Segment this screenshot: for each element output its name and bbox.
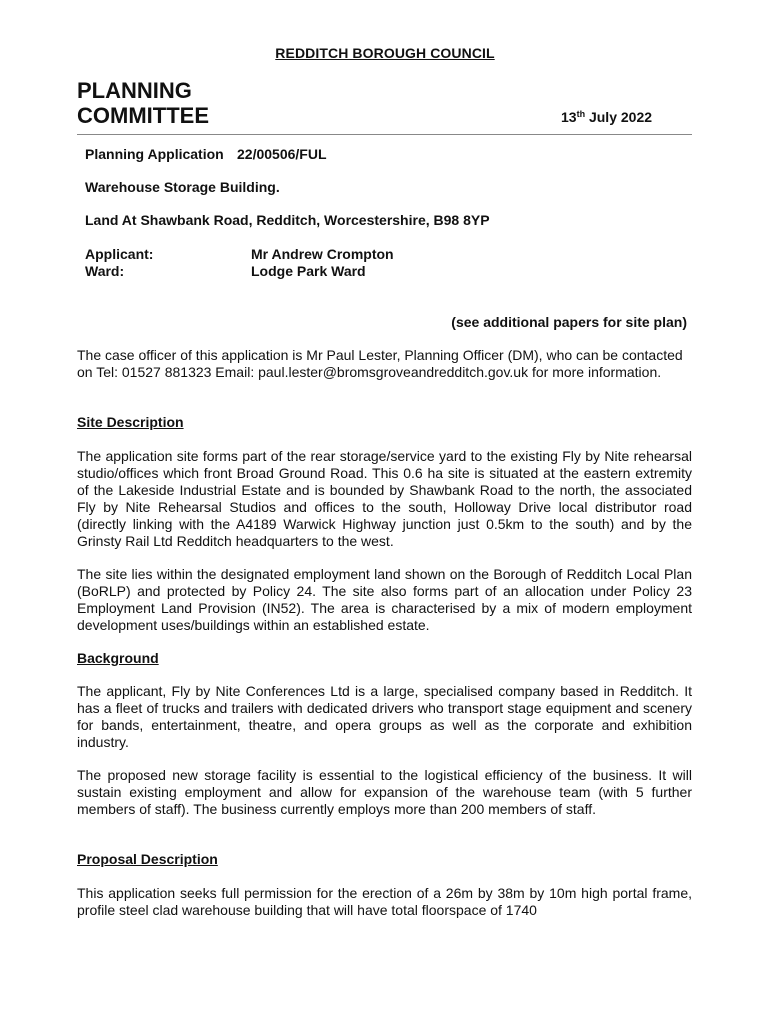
meeting-date xyxy=(561,109,652,125)
ward-value: Lodge Park Ward xyxy=(251,263,366,279)
site-plan-note: (see additional papers for site plan) xyxy=(451,314,687,330)
applicant-value: Mr Andrew Crompton xyxy=(251,246,394,262)
committee-title-line1: PLANNING xyxy=(77,78,192,103)
council-name: REDDITCH BOROUGH COUNCIL xyxy=(275,45,495,61)
applicant-row xyxy=(85,246,394,262)
application-location: Land At Shawbank Road, Redditch, Worcestershire, B98 8YP xyxy=(85,212,490,228)
committee-title-line2: COMMITTEE xyxy=(77,103,209,128)
site-description-paragraph-1: The application site forms part of the rear storage/service yard to the existing Fly by Nite rehearsal studio/offices which front Broad Ground Road. This 0.6 ha site is situated at the eastern extremity of the Lakeside Industrial Estate and is bounded by Shawbank Road to the north, the associated Fly by Nite Rehearsal Studios and offices to the south, Holloway Drive local distributor road (directly linking with the A4189 Warwick Highway junction just 0.5km to the south) and by the Grinsty Rail Ltd Redditch headquarters to the west. xyxy=(77,448,692,549)
ward-label: Ward: xyxy=(85,263,125,279)
application-reference-value: 22/00506/FUL xyxy=(237,146,327,162)
meeting-date-suffix: th xyxy=(576,109,586,119)
case-officer-paragraph: The case officer of this application is Mr Paul Lester, Planning Officer (DM), who can be contacted on Tel: 01527 881323 Email: paul.lester@bromsgroveandredditch.gov.uk for more information. xyxy=(77,347,683,380)
background-paragraph-1: The applicant, Fly by Nite Conferences Ltd is a large, specialised company based in Redditch. It has a fleet of trucks and trailers with dedicated drivers who transport stage equipment and scenery for bands, entertainment, theatre, and opera groups as well as the corporate and exhibition industry. xyxy=(77,683,692,750)
applicant-label: Applicant: xyxy=(85,246,154,262)
application-description: Warehouse Storage Building. xyxy=(85,179,280,195)
application-reference xyxy=(85,146,327,162)
meeting-date-month-year: July 2022 xyxy=(585,109,653,125)
background-paragraph-2: The proposed new storage facility is essential to the logistical efficiency of the business. It will sustain existing employment and allow for expansion of the warehouse team (with 5 further members of staff). The business currently employs more than 200 members of staff. xyxy=(77,767,692,817)
ward-row xyxy=(85,263,366,279)
site-description-paragraph-2: The site lies within the designated employment land shown on the Borough of Redditch Local Plan (BoRLP) and protected by Policy 24. The site also forms part of an allocation under Policy 23 Employment Land Provision (IN52). The area is characterised by a mix of modern employment development uses/buildings within an established estate. xyxy=(77,566,692,633)
background-heading: Background xyxy=(77,650,159,666)
site-description-heading: Site Description xyxy=(77,414,184,430)
proposal-heading: Proposal Description xyxy=(77,851,218,867)
meeting-date-day: 13 xyxy=(561,109,577,125)
application-reference-label: Planning Application xyxy=(85,146,224,162)
committee-title xyxy=(77,78,209,128)
proposal-paragraph-1: This application seeks full permission for the erection of a 26m by 38m by 10m high portal frame, profile steel clad warehouse building that will have total floorspace of 1740 xyxy=(77,885,692,918)
header-divider xyxy=(77,134,692,135)
